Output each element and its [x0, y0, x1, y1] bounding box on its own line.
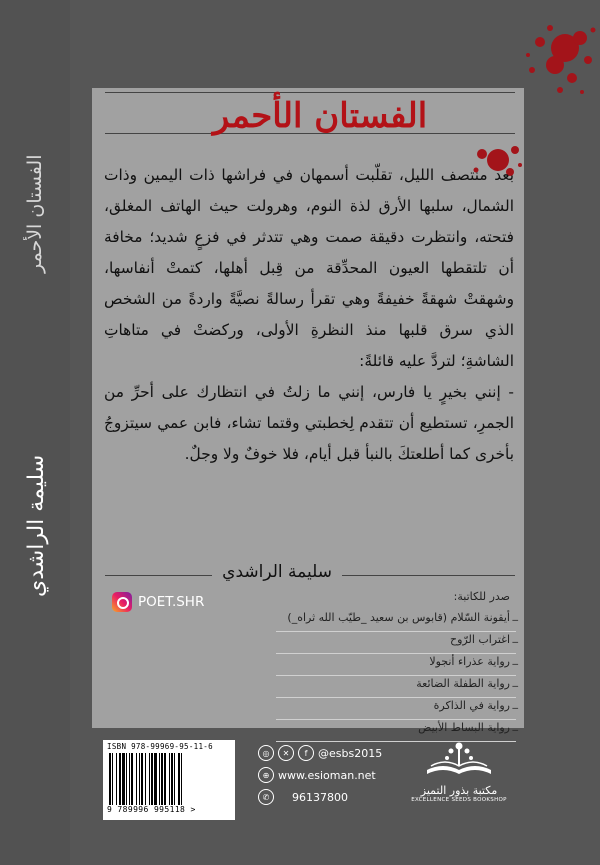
book-excerpt — [104, 160, 514, 470]
list-item: _ رواية في الذاكرة — [276, 698, 516, 720]
barcode-bar — [141, 753, 143, 805]
website-url: www.esioman.net — [278, 768, 376, 782]
barcode-bars — [107, 753, 231, 805]
barcode — [103, 740, 235, 820]
facebook-icon: f — [298, 745, 314, 761]
spine-author: سليمة الراشدي — [24, 455, 49, 598]
book-title: الفستان الأحمر — [212, 96, 428, 136]
barcode-bar — [122, 753, 125, 805]
whatsapp-icon: ✆ — [258, 789, 274, 805]
phone-row[interactable] — [258, 786, 398, 808]
website-row[interactable] — [258, 764, 398, 786]
instagram-handle[interactable] — [112, 592, 204, 612]
list-item: _ رواية الطفلة الضائعة — [276, 676, 516, 698]
barcode-bar — [139, 753, 140, 805]
spine — [0, 0, 70, 865]
barcode-bar — [178, 753, 180, 805]
instagram-icon: ◎ — [258, 745, 274, 761]
barcode-bar — [109, 753, 111, 805]
barcode-bar — [169, 753, 170, 805]
barcode-bar — [149, 753, 150, 805]
barcode-bar — [126, 753, 127, 805]
instagram-handle-label: POET.SHR — [138, 594, 205, 610]
book-tree-icon — [423, 740, 495, 778]
ean-number: 9 789996 995118 > — [107, 805, 196, 814]
instagram-icon — [112, 592, 132, 612]
isbn-number: ISBN 978-99969-95-11-6 — [107, 742, 213, 751]
barcode-bar — [136, 753, 137, 805]
barcode-bar — [181, 753, 182, 805]
works-list — [276, 610, 516, 742]
barcode-bar — [174, 753, 175, 805]
list-item: _ رواية عذراء أنجولا — [276, 654, 516, 676]
barcode-bar — [164, 753, 166, 805]
divider — [105, 92, 515, 93]
social-handle: @esbs2015 — [318, 746, 383, 760]
barcode-bar — [159, 753, 160, 805]
publisher-name-english: EXCELLENCE SEEDS BOOKSHOP — [411, 797, 507, 803]
barcode-bar — [145, 753, 146, 805]
publisher-name-arabic: مكتبة بذور التميز — [420, 784, 498, 797]
excerpt-paragraph: - إنني بخيرٍ يا فارس، إنني ما زلتُ في انتظارك على أحرِّ من الجمرِ، تستطيع أن تتقدم لِخطبتي وقتما تشاء، فابن عمي سيتزوجُ بأخرى كما أطلعتكَ بالنبأ قبل أيام، فلا خوفٌ ولا وجلٌ. — [104, 383, 514, 463]
barcode-bar — [154, 753, 157, 805]
works-heading: صدر للكاتبة: — [453, 590, 510, 603]
list-item: _ رواية البساط الأبيض — [276, 720, 516, 742]
twitter-icon: ✕ — [278, 745, 294, 761]
blood-splatter-icon — [520, 20, 600, 105]
publisher-logo — [404, 740, 514, 803]
barcode-bar — [171, 753, 173, 805]
barcode-bar — [116, 753, 117, 805]
barcode-bar — [131, 753, 133, 805]
barcode-bar — [151, 753, 153, 805]
list-item: _ أيقونة السّلام (قابوس بن سعيد _طيّب الله ثراه_) — [276, 610, 516, 632]
excerpt-paragraph: بعد منتصف الليل، تقلّبت أسمهان في فراشها ذات اليمين وذات الشمال، سلبها الأرق لذة النوم، وهرولت حيث الهاتف المغلق، فتحته، وانتظرت دقيقة صمت وهي تتدثر في فزعٍ شديد؛ مخافة أن تلتقطها العيون المحدِّقة من قِبل أهلها، كتمتْ أنفاسها، وشهقتْ شهقةً خفيفةً وهي تقرأ رسالةً نصيَّةً واردةً من الشخص الذي سرق قلبها منذ النظرةِ الأولى، وركضتْ في متاهاتِ الشاشةِ؛ لتردَّ عليه قائلةً: — [104, 166, 514, 370]
spine-title: الفستان الأحمر — [24, 155, 46, 274]
globe-icon: ⊕ — [258, 767, 274, 783]
barcode-bar — [161, 753, 163, 805]
contact-info — [258, 742, 398, 808]
barcode-bar — [129, 753, 130, 805]
social-row[interactable] — [258, 742, 398, 764]
phone-number: 96137800 — [292, 790, 348, 804]
list-item: _ اغتراب الرّوح — [276, 632, 516, 654]
barcode-bar — [119, 753, 121, 805]
author-name: سليمة الراشدي — [212, 562, 342, 582]
barcode-bar — [112, 753, 113, 805]
